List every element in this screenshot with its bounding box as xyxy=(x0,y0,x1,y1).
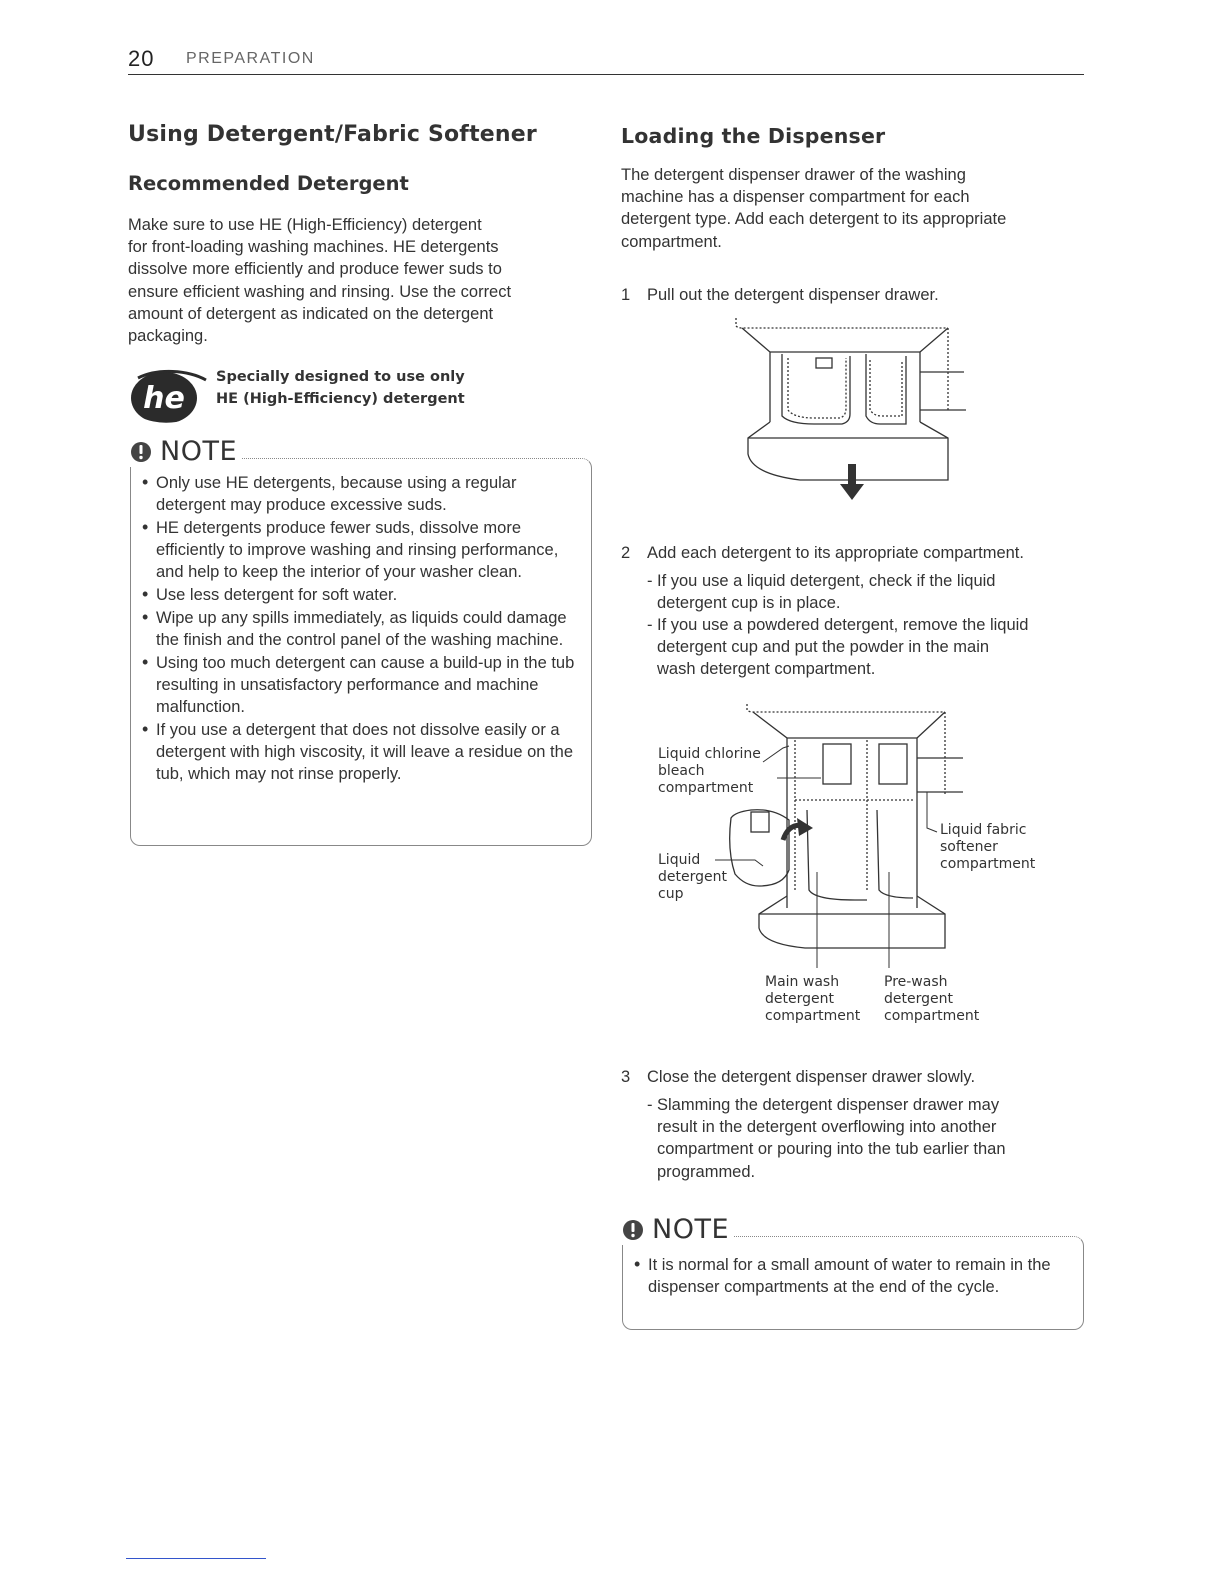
label-softener-compartment: Liquid fabric softener compartment xyxy=(940,822,1036,872)
intro-line: for front-loading washing machines. HE detergents xyxy=(128,238,499,257)
note-item: • Only use HE detergents, because using a regular detergent may produce excessive suds. xyxy=(142,472,582,516)
sub-line: Slamming the detergent dispenser drawer may xyxy=(657,1096,1000,1114)
step-number: 3 xyxy=(621,1068,631,1086)
drawer-pull-out-illustration xyxy=(730,314,970,510)
step-number: 1 xyxy=(621,286,631,304)
intro-line: detergent type. Add each detergent to its appropriate xyxy=(621,210,1007,229)
down-arrow-icon xyxy=(840,464,864,500)
sub-line: result in the detergent overflowing into another xyxy=(657,1118,997,1137)
intro-line: amount of detergent as indicated on the detergent xyxy=(128,304,494,323)
step-number: 2 xyxy=(621,544,631,562)
step-text: Close the detergent dispenser drawer slowly. xyxy=(647,1068,976,1086)
left-note-box xyxy=(130,436,592,846)
note-header xyxy=(130,436,241,467)
intro-line: machine has a dispenser compartment for each xyxy=(621,188,970,207)
note-item: • It is normal for a small amount of water to remain in the dispenser compartments at the end of the cycle. xyxy=(634,1254,1074,1298)
label-pre-wash-compartment: Pre-wash detergent compartment xyxy=(884,974,980,1024)
sub-line: programmed. xyxy=(657,1162,756,1181)
intro-line: Make sure to use HE (High-Efficiency) detergent xyxy=(128,216,482,234)
intro-line: packaging. xyxy=(128,327,208,346)
label-main-wash-compartment: Main wash detergent compartment xyxy=(765,974,861,1024)
insert-arrow-icon xyxy=(797,818,813,836)
note-item: • Using too much detergent can cause a build-up in the tub resulting in unsatisfactory performance and machine malfunction. xyxy=(142,652,582,719)
note-title: NOTE xyxy=(652,1214,730,1245)
label-detergent-cup: Liquid detergent cup xyxy=(658,852,727,902)
intro-line: ensure efficient washing and rinsing. Use the correct xyxy=(128,282,512,301)
note-item: • HE detergents produce fewer suds, dissolve more efficiently to improve washing and rinsing performance, and help to keep the interior of your washer clean. xyxy=(142,517,582,584)
left-intro xyxy=(128,214,588,347)
intro-line: dissolve more efficiently and produce fewer suds to xyxy=(128,260,502,279)
right-intro xyxy=(621,164,1087,253)
section-name: PREPARATION xyxy=(186,50,315,67)
note-header xyxy=(622,1214,733,1245)
label-bleach-compartment: Liquid chlorine bleach compartment xyxy=(658,746,761,796)
sub-line: If you use a liquid detergent, check if the liquid xyxy=(657,572,996,590)
sub-line: detergent cup is in place. xyxy=(657,594,841,613)
he-logo-text: he xyxy=(143,381,185,416)
note-item: • Wipe up any spills immediately, as liquids could damage the finish and the control panel of the washing machine. xyxy=(142,607,582,651)
sub-line: detergent cup and put the powder in the main xyxy=(657,638,990,657)
left-subtitle: Recommended Detergent xyxy=(128,172,409,195)
right-title: Loading the Dispenser xyxy=(621,124,886,148)
note-list xyxy=(142,472,582,786)
he-logo-icon xyxy=(128,366,208,426)
intro-line: The detergent dispenser drawer of the washing xyxy=(621,166,966,184)
sub-line: compartment or pouring into the tub earlier than xyxy=(657,1140,1006,1159)
intro-line: compartment. xyxy=(621,232,722,251)
note-item: • Use less detergent for soft water. xyxy=(142,584,582,606)
left-title: Using Detergent/Fabric Softener xyxy=(128,122,537,147)
warning-icon xyxy=(130,441,152,463)
header-rule xyxy=(128,74,1084,75)
step-text: Pull out the detergent dispenser drawer. xyxy=(647,286,939,304)
he-caption xyxy=(216,366,465,410)
step-text: Add each detergent to its appropriate compartment. xyxy=(647,544,1024,562)
note-list xyxy=(634,1254,1074,1299)
note-title: NOTE xyxy=(160,436,238,467)
sub-line: wash detergent compartment. xyxy=(657,660,876,679)
note-item: • If you use a detergent that does not dissolve easily or a detergent with high viscosity, it will leave a residue on the tub, which may not rinse properly. xyxy=(142,719,582,786)
warning-icon xyxy=(622,1219,644,1241)
sub-line: If you use a powdered detergent, remove the liquid xyxy=(657,616,1029,634)
he-caption-line: HE (High-Efficiency) detergent xyxy=(216,391,465,407)
page-number: 20 xyxy=(128,46,155,71)
right-note-box xyxy=(622,1214,1084,1330)
he-caption-line: Specially designed to use only xyxy=(216,369,465,385)
bottom-link-rule xyxy=(126,1558,266,1559)
